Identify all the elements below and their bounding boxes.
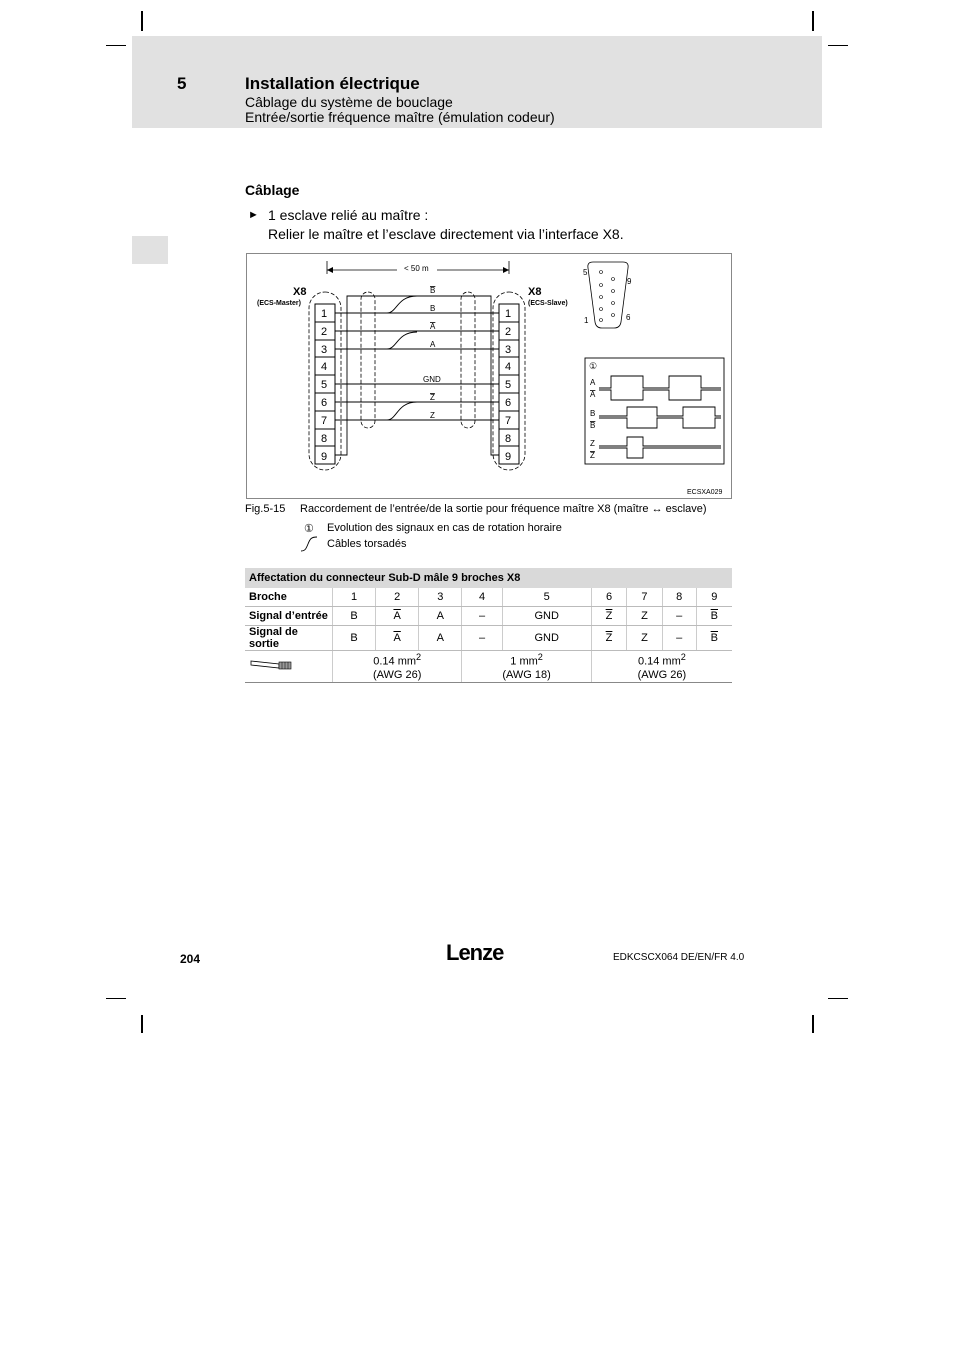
table-cell: 9 <box>696 588 732 607</box>
row-label: Signal d’entrée <box>245 607 333 626</box>
slave-pin-8: 8 <box>505 433 512 445</box>
crop-mark <box>106 45 126 46</box>
signal-waveforms <box>599 376 721 458</box>
wire-label-a-bar: A <box>430 322 436 331</box>
wire-label-a: A <box>430 340 436 349</box>
chapter-tab <box>132 236 168 264</box>
wire-label-z-bar: Z <box>430 393 435 402</box>
legend-text-2: Câbles torsadés <box>327 538 407 550</box>
signal-label-z-bar: Z <box>590 451 595 460</box>
master-pin-7: 7 <box>321 415 328 427</box>
master-pin-3: 3 <box>321 344 328 356</box>
dsub-connector-icon <box>588 262 628 328</box>
table-cell: 2 <box>376 588 419 607</box>
table-cell: 1 <box>333 588 376 607</box>
table-row <box>245 626 732 651</box>
bullet-arrow-icon: ► <box>248 209 259 221</box>
slave-name-label: (ECS-Slave) <box>528 300 568 307</box>
wire-label-b: B <box>430 304 436 313</box>
row-label: Signal de sortie <box>245 626 333 651</box>
subtitle-line1: Câblage du système de bouclage <box>245 94 453 110</box>
chapter-title: Installation électrique <box>245 74 420 93</box>
table-cell: $\overline{A}$ <box>376 626 419 651</box>
crop-mark <box>141 11 143 31</box>
legend-marker-1: ① <box>304 523 314 535</box>
slave-pin-5: 5 <box>505 379 512 391</box>
crop-mark <box>828 45 848 46</box>
bullet-text-line2: Relier le maître et l’esclave directement via l’interface X8. <box>268 226 624 242</box>
slave-connector-label: X8 <box>528 286 542 298</box>
table-cell: 7 <box>627 588 662 607</box>
table-cell: – <box>662 607 696 626</box>
table-cell: Z <box>627 626 662 651</box>
master-pin-5: 5 <box>321 379 328 391</box>
crop-mark <box>141 1015 143 1033</box>
crop-mark <box>106 998 126 999</box>
row-label: Broche <box>245 588 333 607</box>
slave-pin-1: 1 <box>505 308 512 320</box>
table-cell: 3 <box>419 588 462 607</box>
table-title: Affectation du connecteur Sub-D mâle 9 broches X8 <box>245 568 732 588</box>
signal-wires <box>335 296 499 455</box>
slave-pin-7: 7 <box>505 415 512 427</box>
table-cell: $\overline{B}$ <box>696 626 732 651</box>
slave-pin-2: 2 <box>505 326 512 338</box>
cable-section-3: 0.14 $mm^2$ (AWG 26) <box>591 651 732 683</box>
table-cell: 8 <box>662 588 696 607</box>
dsub-pin-6-label: 6 <box>626 313 631 322</box>
figure-caption-text: Raccordement de l’entrée/de la sortie pour fréquence maître X8 (maître ↔ esclave) <box>300 503 707 515</box>
master-pin-4: 4 <box>321 361 328 373</box>
slave-pin-6: 6 <box>505 397 512 409</box>
cable-shield-right <box>461 292 475 428</box>
lenze-logo: Lenze <box>446 940 504 965</box>
dsub-pin-5-label: 5 <box>583 268 588 277</box>
table-cell: 5 <box>502 588 591 607</box>
table-cell: $\overline{Z}$ <box>591 626 626 651</box>
figure-caption-label: Fig.5-15 <box>245 503 286 515</box>
cable-section-2: 1 $mm^2$ (AWG 18) <box>462 651 591 683</box>
figure-code: ECSXA029 <box>687 489 723 496</box>
master-connector-label: X8 <box>293 286 307 298</box>
table-cell: GND <box>502 607 591 626</box>
table-row <box>245 607 732 626</box>
cable-section-1: 0.14 $mm^2$ (AWG 26) <box>333 651 462 683</box>
table-cell: GND <box>502 626 591 651</box>
dsub-pin-9-label: 9 <box>627 277 632 286</box>
wire-label-b-bar: B <box>430 286 436 295</box>
master-pins <box>315 304 335 464</box>
bullet-text-line1: 1 esclave relié au maître : <box>268 207 429 223</box>
table-cell: Z <box>627 607 662 626</box>
signal-label-a-bar: A <box>590 390 596 399</box>
crop-mark <box>828 998 848 999</box>
slave-pin-9: 9 <box>505 451 512 463</box>
cable-shield-left <box>361 292 375 428</box>
table-row <box>245 651 732 683</box>
document-reference: EDKCSCX064 DE/EN/FR 4.0 <box>613 952 745 963</box>
legend-text-1: Evolution des signaux en cas de rotation horaire <box>327 522 562 534</box>
section-heading: Câblage <box>245 182 300 198</box>
table-cell: A <box>419 607 462 626</box>
table-cell: A <box>419 626 462 651</box>
table-cell: 6 <box>591 588 626 607</box>
table-cell: – <box>462 626 502 651</box>
cable-icon-cell <box>245 651 333 683</box>
table-cell: $\overline{Z}$ <box>591 607 626 626</box>
wire-label-z: Z <box>430 411 435 420</box>
master-pin-6: 6 <box>321 397 328 409</box>
slave-pins <box>499 304 519 464</box>
twisted-cable-icon <box>300 536 318 552</box>
slave-pin-4: 4 <box>505 361 512 373</box>
master-pin-8: 8 <box>321 433 328 445</box>
page-number: 204 <box>180 952 201 966</box>
table-cell: $\overline{A}$ <box>376 607 419 626</box>
table-cell: $\overline{B}$ <box>696 607 732 626</box>
cable-icon <box>249 657 293 671</box>
signal-label-a: A <box>590 378 596 387</box>
master-pin-1: 1 <box>321 308 328 320</box>
table-row <box>245 588 732 607</box>
table-cell: B <box>333 626 376 651</box>
wiring-diagram <box>246 253 732 499</box>
dsub-pin-1-label: 1 <box>584 316 589 325</box>
crop-mark <box>812 1015 814 1033</box>
table-cell: B <box>333 607 376 626</box>
table-cell: – <box>662 626 696 651</box>
master-pin-2: 2 <box>321 326 328 338</box>
signal-label-z: Z <box>590 439 595 448</box>
subtitle-line2: Entrée/sortie fréquence maître (émulation codeur) <box>245 109 555 125</box>
table-cell: – <box>462 607 502 626</box>
slave-pin-3: 3 <box>505 344 512 356</box>
wire-label-gnd: GND <box>423 375 441 384</box>
pin-assignment-table <box>245 568 732 683</box>
table-cell: 4 <box>462 588 502 607</box>
master-pin-9: 9 <box>321 451 328 463</box>
crop-mark <box>812 11 814 31</box>
signal-label-b-bar: B <box>590 421 596 430</box>
distance-label: < 50 m <box>404 264 429 273</box>
master-name-label: (ECS-Master) <box>257 300 301 307</box>
chapter-number: 5 <box>177 74 187 93</box>
signal-panel-marker: ① <box>589 361 598 371</box>
signal-label-b: B <box>590 409 596 418</box>
